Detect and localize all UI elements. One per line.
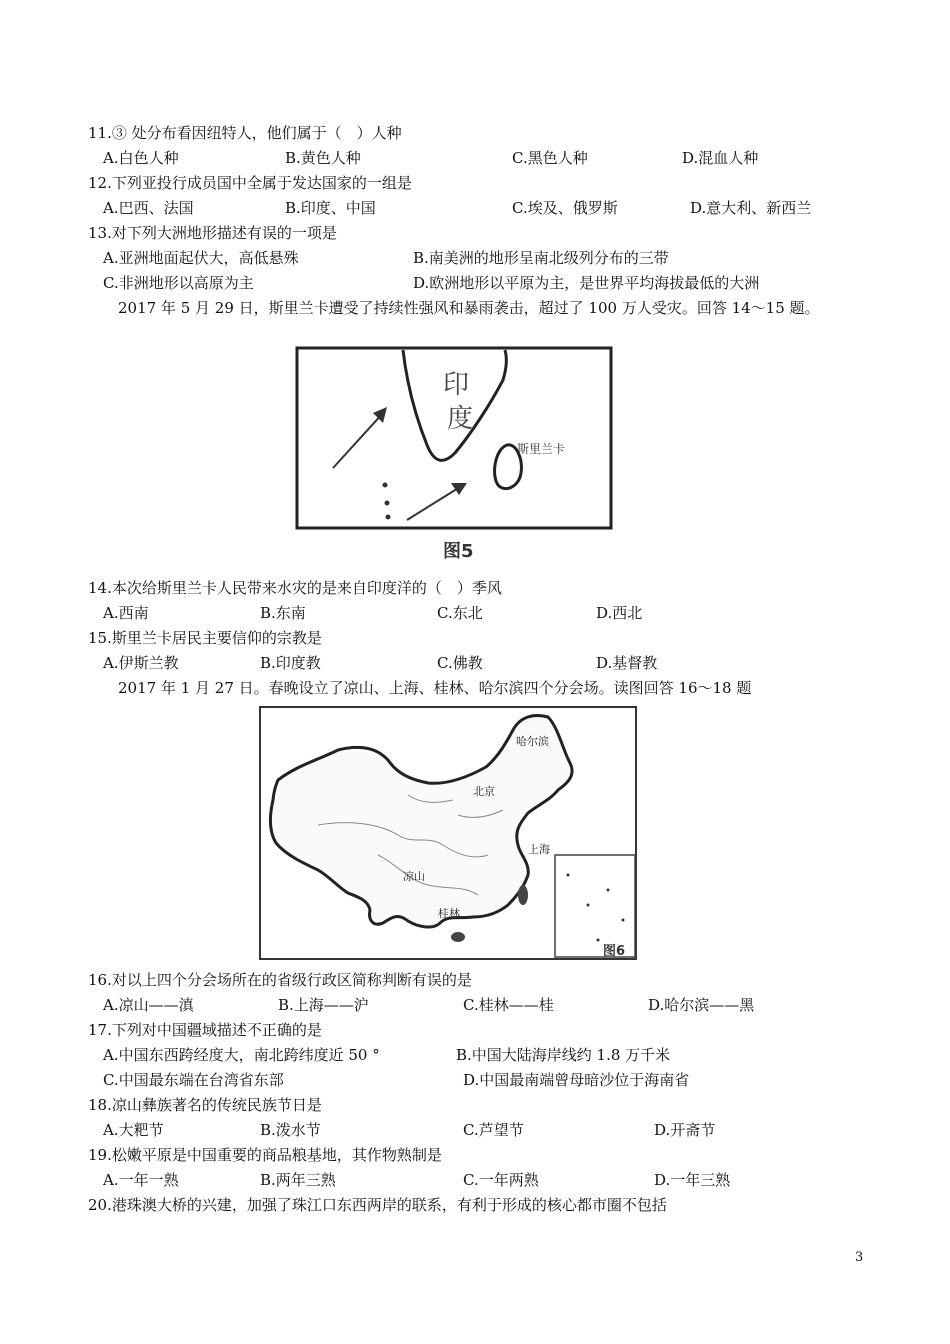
option-14b: B.东南 (260, 604, 306, 622)
question-19-stem: 19.松嫩平原是中国重要的商品粮基地，其作物熟制是 (88, 1146, 442, 1164)
island-dot (385, 501, 390, 506)
island-dot (607, 889, 610, 892)
option-17a: A.中国东西跨经度大，南北跨纬度近 50 ° (103, 1046, 380, 1064)
figure-6-caption: 图6 (603, 944, 626, 959)
option-11b: B.黄色人种 (285, 149, 361, 167)
figure-6-china-map (258, 705, 640, 963)
option-19a: A.一年一熟 (103, 1171, 179, 1189)
question-15-stem: 15.斯里兰卡居民主要信仰的宗教是 (88, 629, 322, 647)
island-dot (622, 919, 625, 922)
island-dot (597, 939, 600, 942)
option-19c: C.一年两熟 (463, 1171, 539, 1189)
option-11c: C.黑色人种 (512, 149, 588, 167)
option-14a: A.西南 (103, 604, 149, 622)
question-20-stem: 20.港珠澳大桥的兴建，加强了珠江口东西两岸的联系，有利于形成的核心都市圈不包括 (88, 1196, 667, 1214)
island-dot (567, 874, 570, 877)
option-15c: C.佛教 (437, 654, 483, 672)
option-13a: A.亚洲地面起伏大，高低悬殊 (103, 249, 299, 267)
intro-16-18: 2017 年 1 月 27 日。春晚设立了凉山、上海、桂林、哈尔滨四个分会场。读图回答 16～18 题 (118, 679, 752, 697)
option-19b: B.两年三熟 (260, 1171, 336, 1189)
label-sri-lanka: 斯里兰卡 (517, 442, 566, 456)
intro-14-15: 2017 年 5 月 29 日，斯里兰卡遭受了持续性强风和暴雨袭击，超过了 100 万人受灾。回答 14～15 题。 (118, 299, 820, 317)
option-12c: C.埃及、俄罗斯 (512, 199, 618, 217)
option-12d: D.意大利、新西兰 (690, 199, 812, 217)
question-12-stem: 12.下列亚投行成员国中全属于发达国家的一组是 (88, 174, 412, 192)
label-shanghai: 上海 (528, 843, 550, 856)
option-17d: D.中国最南端曾母暗沙位于海南省 (463, 1071, 690, 1089)
question-11-stem: 11.③ 处分布看因纽特人，他们属于（ ）人种 (88, 124, 402, 142)
option-14c: C.东北 (437, 604, 483, 622)
option-14d: D.西北 (596, 604, 643, 622)
option-17c: C.中国最东端在台湾省东部 (103, 1071, 284, 1089)
island-dot (383, 483, 388, 488)
option-16a: A.凉山——滇 (103, 996, 194, 1014)
option-16c: C.桂林——桂 (463, 996, 554, 1014)
label-india-2: 度 (447, 404, 474, 434)
figure-5-caption: 图5 (443, 541, 474, 562)
option-18b: B.泼水节 (260, 1121, 321, 1139)
option-13d: D.欧洲地形以平原为主，是世界平均海拔最低的大洲 (413, 274, 760, 292)
option-18c: C.芦望节 (463, 1121, 524, 1139)
label-guilin: 桂林 (438, 907, 460, 920)
option-11d: D.混血人种 (682, 149, 759, 167)
hainan (451, 932, 465, 942)
option-12a: A.巴西、法国 (103, 199, 194, 217)
island-dot (587, 904, 590, 907)
question-17-stem: 17.下列对中国疆域描述不正确的是 (88, 1021, 322, 1039)
option-11a: A.白色人种 (103, 149, 179, 167)
option-13b: B.南美洲的地形呈南北级列分布的三带 (413, 249, 669, 267)
option-17b: B.中国大陆海岸线约 1.8 万千米 (456, 1046, 671, 1064)
option-15b: B.印度教 (260, 654, 321, 672)
label-india-1: 印 (443, 370, 470, 400)
option-13c: C.非洲地形以高原为主 (103, 274, 254, 292)
option-18a: A.大粑节 (103, 1121, 164, 1139)
question-14-stem: 14.本次给斯里兰卡人民带来水灾的是来自印度洋的（ ）季风 (88, 579, 502, 597)
question-18-stem: 18.凉山彝族著名的传统民族节日是 (88, 1096, 322, 1114)
question-16-stem: 16.对以上四个分会场所在的省级行政区简称判断有误的是 (88, 971, 472, 989)
island-dot (386, 515, 391, 520)
figure-5-map (295, 345, 615, 570)
taiwan (518, 885, 528, 905)
label-harbin: 哈尔滨 (516, 735, 549, 748)
south-china-sea-inset (555, 855, 635, 957)
question-13-stem: 13.对下列大洲地形描述有误的一项是 (88, 224, 337, 242)
label-liangshan: 凉山 (403, 870, 425, 883)
option-19d: D.一年三熟 (654, 1171, 731, 1189)
label-beijing: 北京 (473, 785, 495, 798)
option-18d: D.开斋节 (654, 1121, 716, 1139)
option-12b: B.印度、中国 (285, 199, 376, 217)
option-16b: B.上海——沪 (278, 996, 369, 1014)
page-number: 3 (855, 1250, 864, 1265)
option-15a: A.伊斯兰教 (103, 654, 179, 672)
option-15d: D.基督教 (596, 654, 658, 672)
option-16d: D.哈尔滨——黑 (648, 996, 755, 1014)
